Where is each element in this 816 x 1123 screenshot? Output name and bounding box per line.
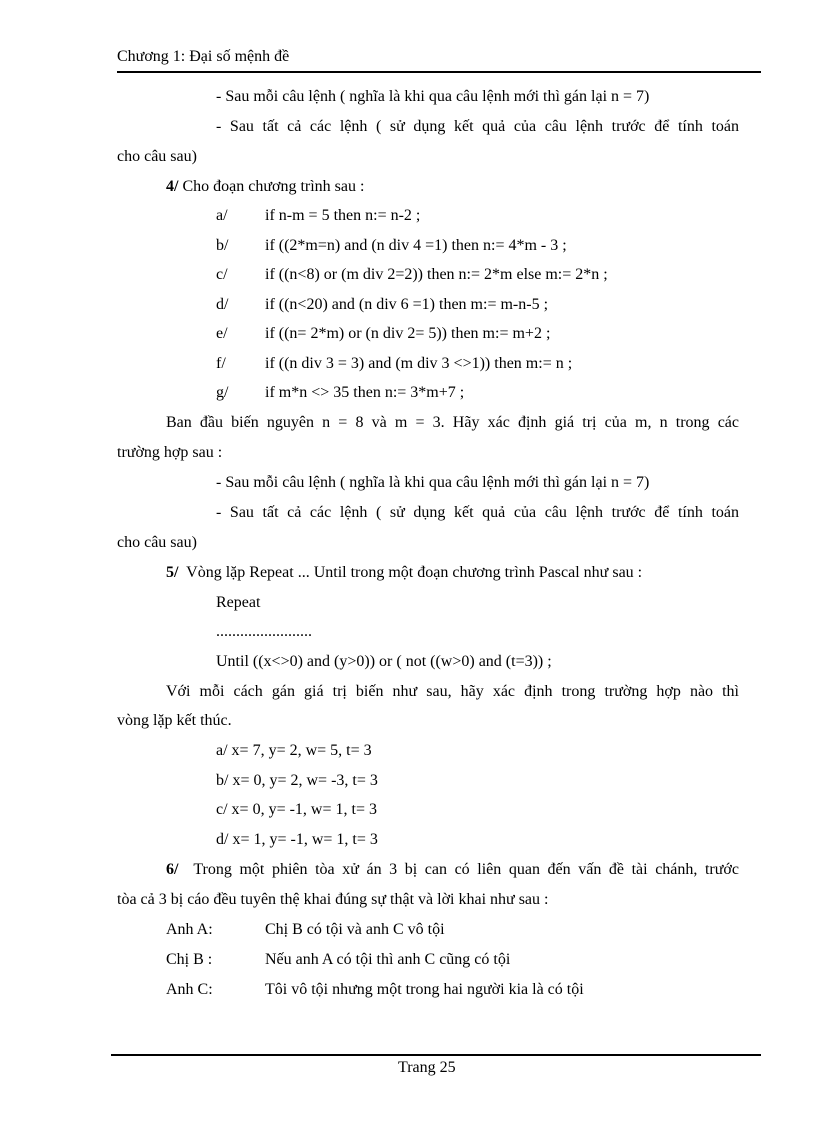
q4-item-code: if ((n div 3 = 3) and (m div 3 <>1)) then m:= n ; (265, 355, 573, 372)
q6-statement-c (166, 980, 584, 1000)
q6-speaker: Anh C: (166, 981, 213, 998)
q4-item-label: c/ (216, 266, 228, 283)
q6-intro-b: tòa cả 3 bị cáo đều tuyên thệ khai đúng sự thật và lời khai như sau : (117, 891, 549, 908)
q6-intro-text: Trong một phiên tòa xử án 3 bị can có liên quan đến vấn đề tài chánh, trước (193, 861, 739, 878)
q5-intro: Vòng lặp Repeat ... Until trong một đoạn chương trình Pascal như sau : (186, 564, 643, 581)
q4-item-code: if n-m = 5 then n:= n-2 ; (265, 207, 421, 224)
q4-all-a: - Sau tất cả các lệnh ( sử dụng kết quả của câu lệnh trước để tính toán (216, 504, 739, 521)
q4-item-b (216, 236, 567, 256)
q5-case-a: a/ x= 7, y= 2, w= 5, t= 3 (216, 742, 372, 759)
q4-init-b: trường hợp sau : (117, 444, 223, 461)
q4-item-label: e/ (216, 325, 228, 342)
q3-all-a: - Sau tất cả các lệnh ( sử dụng kết quả của câu lệnh trước để tính toán (216, 118, 739, 135)
q4-item-code: if ((2*m=n) and (n div 4 =1) then n:= 4*m - 3 ; (265, 237, 567, 254)
q4-item-label: b/ (216, 237, 229, 254)
q4-item-code: if ((n<20) and (n div 6 =1) then m:= m-n-5 ; (265, 296, 549, 313)
q4-item-e (216, 324, 551, 344)
q5-ask-b: vòng lặp kết thúc. (117, 712, 232, 729)
q5-heading (166, 563, 642, 583)
q4-intro: Cho đoạn chương trình sau : (182, 178, 365, 195)
q6-statement: Nếu anh A có tội thì anh C cũng có tội (265, 951, 511, 968)
header-chapter: Chương 1: Đại số mệnh đề (117, 48, 290, 65)
q6-number: 6/ (166, 861, 179, 878)
q5-until: Until ((x<>0) and (y>0)) or ( not ((w>0) and (t=3)) ; (216, 653, 552, 670)
q5-case-b: b/ x= 0, y= 2, w= -3, t= 3 (216, 772, 378, 789)
q4-item-label: d/ (216, 296, 229, 313)
footer-rule (111, 1054, 761, 1056)
q4-heading (166, 177, 364, 197)
q4-item-g (216, 383, 465, 403)
q3-each: - Sau mỗi câu lệnh ( nghĩa là khi qua câu lệnh mới thì gán lại n = 7) (216, 88, 650, 105)
q5-repeat: Repeat (216, 594, 261, 611)
q4-item-code: if ((n= 2*m) or (n div 2= 5)) then m:= m+2 ; (265, 325, 551, 342)
q4-number: 4/ (166, 178, 179, 195)
q6-statement-a (166, 920, 445, 940)
q5-ask-a: Với mỗi cách gán giá trị biến như sau, hãy xác định trong trường hợp nào thì (166, 683, 739, 700)
q4-init-a: Ban đầu biến nguyên n = 8 và m = 3. Hãy xác định giá trị của m, n trong các (166, 414, 739, 431)
q4-all-b: cho câu sau) (117, 534, 197, 551)
q6-statement: Chị B có tội và anh C vô tội (265, 921, 445, 938)
q6-statement-b (166, 950, 511, 970)
q5-case-d: d/ x= 1, y= -1, w= 1, t= 3 (216, 831, 378, 848)
q3-all-b: cho câu sau) (117, 148, 197, 165)
q5-number: 5/ (166, 564, 179, 581)
q4-item-label: a/ (216, 207, 228, 224)
q6-speaker: Anh A: (166, 921, 213, 938)
q4-each: - Sau mỗi câu lệnh ( nghĩa là khi qua câu lệnh mới thì gán lại n = 7) (216, 474, 650, 491)
q6-intro-a (166, 860, 739, 880)
q4-item-f (216, 354, 573, 374)
q4-item-d (216, 295, 549, 315)
q4-item-a (216, 206, 421, 226)
q4-item-c (216, 265, 608, 285)
q5-dots: ........................ (216, 623, 312, 640)
q6-statement: Tôi vô tội nhưng một trong hai người kia là có tội (265, 981, 584, 998)
q6-speaker: Chị B : (166, 951, 213, 968)
q4-item-code: if m*n <> 35 then n:= 3*m+7 ; (265, 384, 465, 401)
q4-item-label: g/ (216, 384, 229, 401)
q4-item-code: if ((n<8) or (m div 2=2)) then n:= 2*m else m:= 2*n ; (265, 266, 608, 283)
q4-item-label: f/ (216, 355, 226, 372)
q5-case-c: c/ x= 0, y= -1, w= 1, t= 3 (216, 801, 377, 818)
header-rule (117, 71, 761, 73)
page-number: Trang 25 (398, 1059, 456, 1076)
